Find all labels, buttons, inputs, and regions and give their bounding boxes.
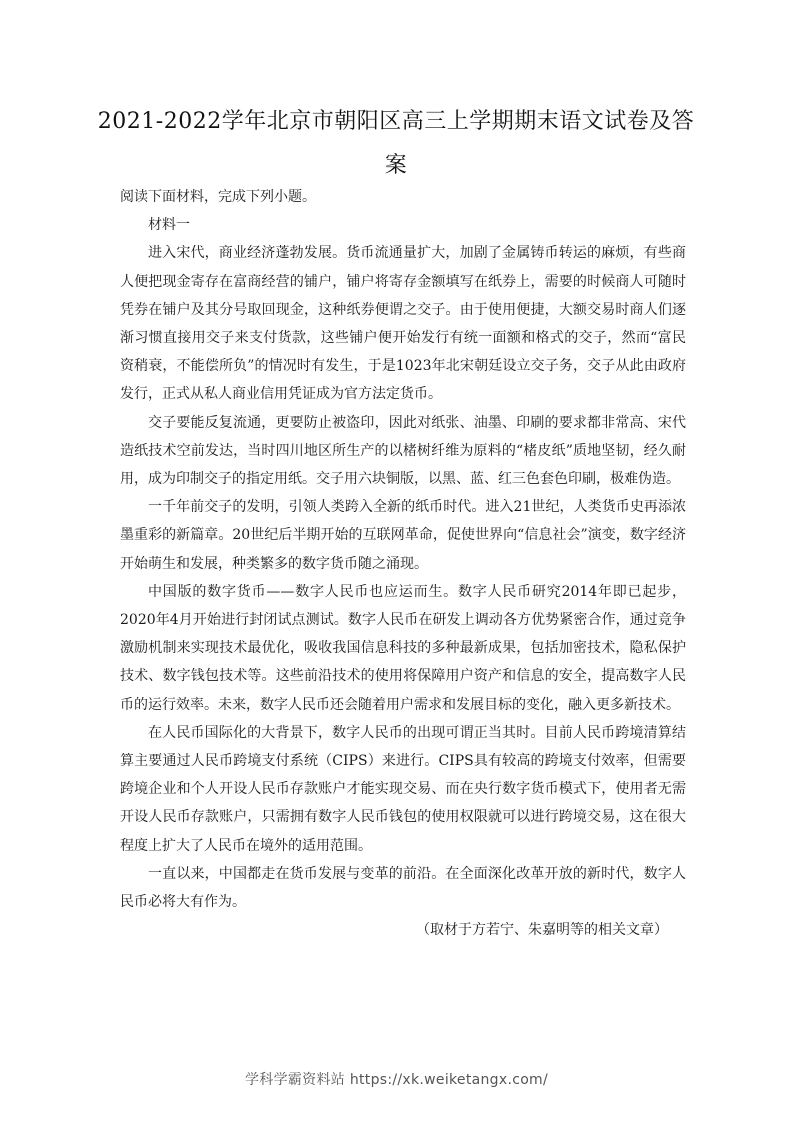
- source-citation: （取材于方若宁、朱嘉明等的相关文章）: [416, 922, 668, 939]
- section-label: 材料一: [148, 217, 190, 234]
- paragraph: 中国版的数字货币——数字人民币也应运而生。数字人民币研究2014年即已起步，2020年4月开始进行封闭试点测试。数字人民币在研发上调动各方优势紧密合作，通过竞争激励机制来实现技术最优化，吸收我国信息科技的多种最新成果，包括加密技术，隐私保护技术、数字钱包技术等。这些前沿技术的使用将保障用户资产和信息的安全，提高数字人民币的运行效率。未来，数字人民币还会随着用户需求和发展目标的变化，融入更多新技术。: [120, 583, 686, 713]
- instruction-text: 阅读下面材料，完成下列小题。: [120, 189, 316, 205]
- paragraph: 一千年前交子的发明，引领人类跨入全新的纸币时代。进入21世纪，人类货币史再添浓墨重彩的新篇章。20世纪后半期开始的互联网革命，促使世界向“信息社会”演变，数字经济开始萌生和发展，种类繁多的数字货币随之涌现。: [120, 499, 686, 572]
- footer-watermark: 学科学霸资料站 https://xk.weiketangx.com/: [244, 1072, 549, 1088]
- paragraph: 一直以来，中国都走在货币发展与变革的前沿。在全面深化改革开放的新时代，数字人民币必将大有作为。: [120, 865, 686, 911]
- paragraph: 在人民币国际化的大背景下，数字人民币的出现可谓正当其时。目前人民币跨境清算结算主要通过人民币跨境支付系统（CIPS）来进行。CIPS具有较高的跨境支付效率，但需要跨境企业和个人开设人民币存款账户才能实现交易、而在央行数字货币模式下，使用者无需开设人民币存款账户，只需拥有数字人民币钱包的使用权限就可以进行跨境交易，这在很大程度上扩大了人民币在境外的适用范围。: [120, 724, 686, 854]
- paragraph: 交子要能反复流通，更要防止被盗印，因此对纸张、油墨、印刷的要求都非常高、宋代造纸技术空前发达，当时四川地区所生产的以楮树纤维为原料的“楮皮纸”质地坚韧，经久耐用，成为印制交子的指定用纸。交子用六块铜版，以黑、蓝、红三色套色印刷，极难伪造。: [120, 414, 686, 488]
- paragraph: 进入宋代，商业经济蓬勃发展。货币流通量扩大，加剧了金属铸币转运的麻烦，有些商人便把现金寄存在富商经营的铺户，铺户将寄存金额填写在纸券上，需要的时候商人可随时凭券在铺户及其分号取回现金，这种纸券便谓之交子。由于使用便捷，大额交易时商人们逐渐习惯直接用交子来支付货款，这些铺户便开始发行有统一面额和格式的交子，然而“富民资稍衰，不能偿所负”的情况时有发生，于是1023年北宋朝廷设立交子务，交子从此由政府发行，正式从私人商业信用凭证成为官方法定货币。: [120, 245, 686, 403]
- document-body: [120, 183, 686, 944]
- document-title: 2021-2022学年北京市朝阳区高三上学期期末语文试卷及答案: [97, 109, 695, 178]
